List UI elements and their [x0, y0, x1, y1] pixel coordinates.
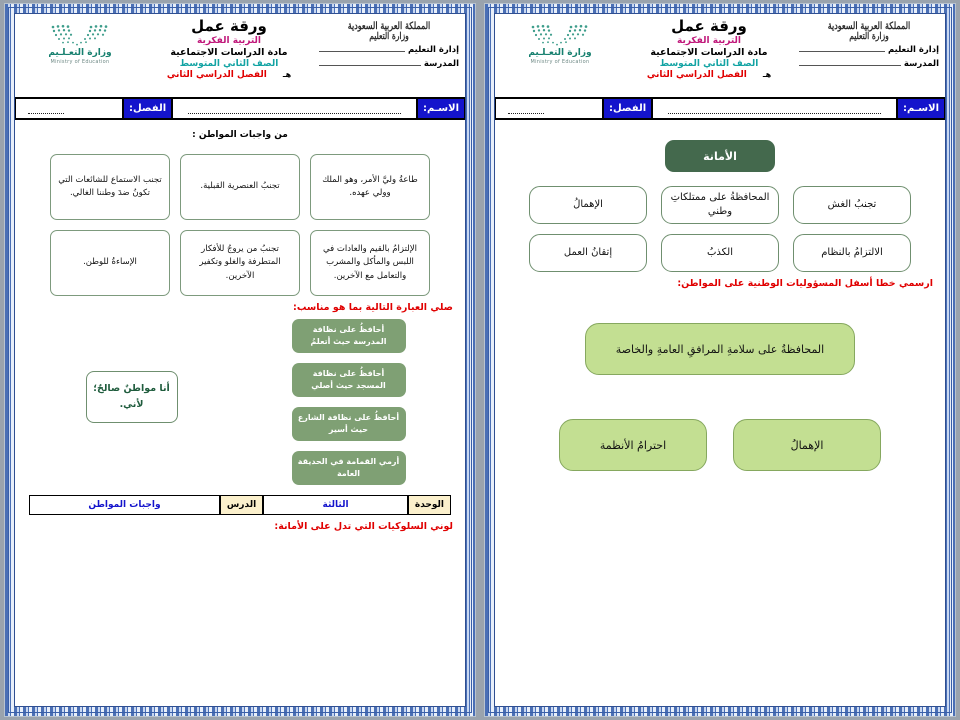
- page-left-header: [15, 14, 465, 98]
- class-dotted-line: [28, 104, 64, 114]
- page-title: ورقة عمل: [671, 17, 747, 35]
- option-chip[interactable]: الإهمالُ: [529, 186, 647, 224]
- class-dotted-line: [508, 104, 544, 114]
- subject-track: التربية الفكرية: [197, 35, 261, 46]
- class-input[interactable]: [15, 98, 123, 119]
- option-chip[interactable]: الكذبُ: [661, 234, 779, 272]
- header-right-block: [799, 18, 939, 69]
- school-label: المدرسة: [903, 58, 939, 69]
- duties-row-2: [23, 230, 457, 296]
- admin-label: إدارة التعليم: [887, 44, 939, 55]
- header-logo-block: [21, 18, 139, 65]
- name-input[interactable]: [172, 98, 417, 119]
- ministry-logo-arabic: وزارة التعـلـيم: [528, 48, 592, 58]
- name-dotted-line: [668, 104, 882, 114]
- behaviour-box[interactable]: أحافظُ على نظافة المسجد حيث أصلي: [292, 363, 406, 397]
- class-label: الفصل:: [123, 98, 172, 119]
- lesson-header-cell: الدرس: [220, 495, 263, 515]
- ministry-logo-arabic: وزارة التعـلـيم: [48, 48, 112, 58]
- admin-field: [319, 43, 459, 55]
- term-name: الفصل الدراسي الثاني: [166, 69, 267, 80]
- saudi-emblem: [319, 20, 459, 42]
- page-right-body: [495, 120, 945, 705]
- term-row: [139, 70, 319, 80]
- grade-level: الصف الثاني المتوسط: [179, 58, 279, 69]
- term-name: الفصل الدراسي الثاني: [646, 69, 747, 80]
- duty-box[interactable]: الإساءةُ للوطن.: [50, 230, 170, 296]
- name-label: الاسـم:: [417, 98, 465, 119]
- class-input[interactable]: [495, 98, 603, 119]
- school-blank-line[interactable]: [319, 57, 421, 66]
- honesty-options-row-2: [503, 234, 937, 272]
- name-input[interactable]: [652, 98, 897, 119]
- behaviour-box[interactable]: أرمي القمامة في الحديقة العامة: [292, 451, 406, 485]
- duties-row-1: [23, 154, 457, 220]
- page-right: [484, 3, 956, 717]
- question-citizen-duties: من واجبات المواطن :: [192, 130, 288, 140]
- admin-label: إدارة التعليم: [407, 44, 459, 55]
- admin-blank-line[interactable]: [319, 43, 405, 52]
- question-colour-honesty: لوني السلوكيات التي تدل على الأمانة:: [274, 521, 453, 532]
- school-label: المدرسة: [423, 58, 459, 69]
- duty-box[interactable]: تجنبُ العنصرية القبلية.: [180, 154, 300, 220]
- ministry-logo-icon: [49, 24, 111, 46]
- subject-name: مادة الدراسات الاجتماعية: [650, 46, 768, 58]
- honesty-options-row-1: [503, 186, 937, 224]
- lesson-value-cell: واجبات المواطن: [29, 495, 220, 515]
- subject-name: مادة الدراسات الاجتماعية: [170, 46, 288, 58]
- student-id-row-left: [15, 98, 465, 120]
- page-right-header: [495, 14, 945, 98]
- header-logo-block: [501, 18, 619, 65]
- ministry-logo-english: Ministry of Education: [50, 59, 110, 65]
- header-title-block: [619, 18, 799, 80]
- admin-blank-line[interactable]: [799, 43, 885, 52]
- school-blank-line[interactable]: [799, 57, 901, 66]
- class-label: الفصل:: [603, 98, 652, 119]
- responsibility-chip[interactable]: الإهمالُ: [733, 419, 881, 471]
- subject-track: التربية الفكرية: [677, 35, 741, 46]
- name-dotted-line: [188, 104, 402, 114]
- behaviour-box[interactable]: أحافظُ على نظافة الشارع حيث أسير: [292, 407, 406, 441]
- student-id-row-right: [495, 98, 945, 120]
- topic-chip-amanah[interactable]: الأمانة: [665, 140, 775, 172]
- answer-stem-box[interactable]: أنا مواطنٌ صالحٌ؛ لأني.: [86, 371, 178, 423]
- saudi-emblem: [799, 20, 939, 42]
- matching-area: [23, 319, 457, 485]
- responsibility-chip-row: [503, 419, 937, 471]
- duty-box[interactable]: طاعةُ وليَّ الأمر، وهو الملك وولي عهده.: [310, 154, 430, 220]
- hijri-marker: هـ: [282, 69, 292, 79]
- behaviour-box[interactable]: أحافظُ على نظافة المدرسة حيث أتعلمُ: [292, 319, 406, 353]
- admin-field: [799, 43, 939, 55]
- responsibility-chip-wide[interactable]: المحافظةُ على سلامةِ المرافقِ العامةِ والخاصة: [585, 323, 855, 375]
- duty-box[interactable]: الإلتزامُ بالقيم والعادات في اللبس والمأكل والمشرب والتعامل مع الآخرين.: [310, 230, 430, 296]
- behaviour-column: [240, 319, 457, 485]
- option-chip[interactable]: إتقانُ العمل: [529, 234, 647, 272]
- school-field: [319, 57, 459, 69]
- unit-lesson-table: [29, 495, 451, 515]
- name-label: الاسـم:: [897, 98, 945, 119]
- responsibility-chip[interactable]: احترامُ الأنظمة: [559, 419, 707, 471]
- page-left-body: [15, 120, 465, 705]
- answer-column: [23, 319, 240, 485]
- question-underline-responsibilities: ارسمي خطا أسفل المسؤوليات الوطنية على المواطن:: [677, 278, 933, 289]
- page-right-sheet: [495, 14, 945, 706]
- emblem-ministry-line: وزارة التعليم: [849, 30, 889, 42]
- question-match-sentence: صلي العبارة التالية بما هو مناسب:: [293, 302, 453, 313]
- emblem-ministry-line: وزارة التعليم: [369, 30, 409, 42]
- page-title: ورقة عمل: [191, 17, 267, 35]
- term-row: [619, 70, 799, 80]
- option-chip[interactable]: المحافظةُ على ممتلكاتِ وطني: [661, 186, 779, 224]
- page-left: [4, 3, 476, 717]
- hijri-marker: هـ: [762, 69, 772, 79]
- ministry-logo-english: Ministry of Education: [530, 59, 590, 65]
- unit-value-cell: الثالثة: [263, 495, 408, 515]
- option-chip[interactable]: الالتزامُ بالنظام: [793, 234, 911, 272]
- unit-header-cell: الوحدة: [408, 495, 451, 515]
- duty-box[interactable]: تجنبُ من يروجُ للأفكار المتطرفة والغلو وتكفير الآخرين.: [180, 230, 300, 296]
- header-title-block: [139, 18, 319, 80]
- duty-box[interactable]: تجنب الاستماع للشائعات التي تكونُ ضدَ وطننا الغالي.: [50, 154, 170, 220]
- grade-level: الصف الثاني المتوسط: [659, 58, 759, 69]
- school-field: [799, 57, 939, 69]
- emblem-kingdom-line: المملكة العربية السعودية: [347, 18, 431, 32]
- header-right-block: [319, 18, 459, 69]
- ministry-logo-icon: [529, 24, 591, 46]
- emblem-kingdom-line: المملكة العربية السعودية: [827, 18, 911, 32]
- option-chip[interactable]: تجنبُ الغش: [793, 186, 911, 224]
- page-left-sheet: [15, 14, 465, 706]
